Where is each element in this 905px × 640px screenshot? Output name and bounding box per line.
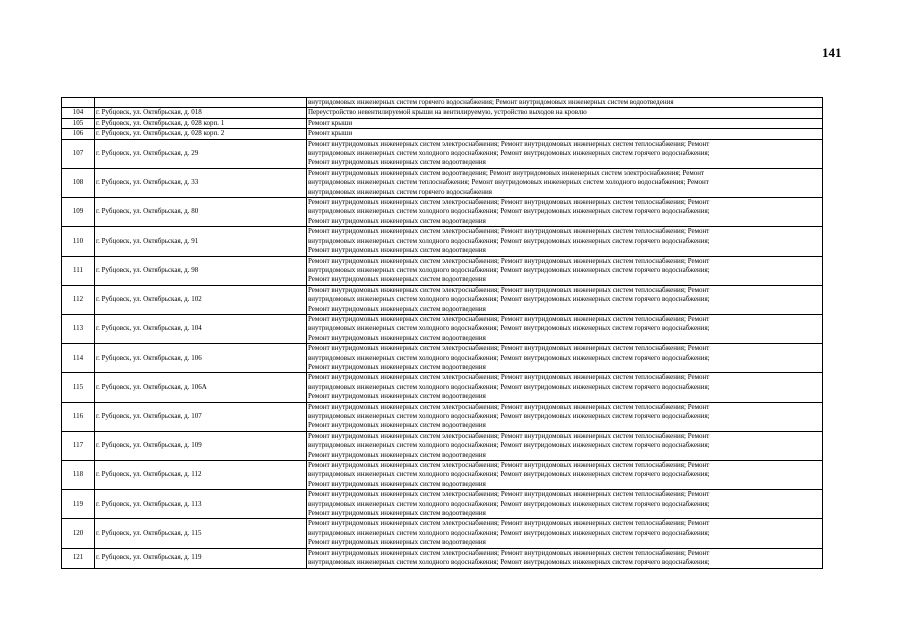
works-line: Ремонт крыши xyxy=(308,118,353,127)
table-row xyxy=(62,227,823,256)
table-row xyxy=(62,98,823,108)
works-line: Ремонт внутридомовых инженерных систем электроснабжения; Ремонт внутридомовых инженерных систем теплоснабжения; Ремонт xyxy=(308,490,710,499)
works-cell xyxy=(307,344,823,373)
works-line: Ремонт внутридомовых инженерных систем электроснабжения; Ремонт внутридомовых инженерных систем теплоснабжения; Ремонт xyxy=(308,461,710,470)
works-line: Ремонт внутридомовых инженерных систем водоотведения xyxy=(308,392,486,401)
works-line: Ремонт внутридомовых инженерных систем водоотведения xyxy=(308,421,486,430)
address-cell: г. Рубцовск, ул. Октябрьская, д. 102 xyxy=(95,285,307,314)
works-line: Ремонт внутридомовых инженерных систем водоотведения; Ремонт внутридомовых инженерных систем электроснабжения; Ремонт xyxy=(308,168,705,177)
works-line: Ремонт внутридомовых инженерных систем водоотведения xyxy=(308,246,486,255)
works-line: внутридомовых инженерных систем холодного водоснабжения; Ремонт внутридомовых инженерных систем горячего водоснабжения; xyxy=(308,236,710,245)
address-cell: г. Рубцовск, ул. Октябрьская, д. 018 xyxy=(95,108,307,118)
row-number-cell: 119 xyxy=(62,490,95,519)
works-cell xyxy=(307,285,823,314)
works-line: Ремонт внутридомовых инженерных систем электроснабжения; Ремонт внутридомовых инженерных систем теплоснабжения; Ремонт xyxy=(308,548,710,557)
row-number-cell: 111 xyxy=(62,256,95,285)
row-number-cell: 107 xyxy=(62,139,95,168)
row-number-cell xyxy=(62,98,95,108)
address-cell: г. Рубцовск, ул. Октябрьская, д. 115 xyxy=(95,519,307,548)
table-row xyxy=(62,129,823,139)
works-line: Ремонт внутридомовых инженерных систем электроснабжения; Ремонт внутридомовых инженерных систем теплоснабжения; Ремонт xyxy=(308,139,710,148)
table-row xyxy=(62,168,823,197)
table-row xyxy=(62,431,823,460)
works-line: Ремонт внутридомовых инженерных систем водоотведения xyxy=(308,450,486,459)
works-line: Ремонт внутридомовых инженерных систем электроснабжения; Ремонт внутридомовых инженерных систем теплоснабжения; Ремонт xyxy=(308,519,710,528)
works-line: внутридомовых инженерных систем холодного водоснабжения; Ремонт внутридомовых инженерных систем горячего водоснабжения; xyxy=(308,558,710,567)
works-line: Ремонт внутридомовых инженерных систем водоотведения xyxy=(308,216,486,225)
registry-body xyxy=(62,98,823,569)
address-cell: г. Рубцовск, ул. Октябрьская, д. 028 корп. 2 xyxy=(95,129,307,139)
row-number-cell: 115 xyxy=(62,373,95,402)
works-cell xyxy=(307,139,823,168)
works-line: внутридомовых инженерных систем горячего водоснабжения; Ремонт внутридомовых инженерных систем водоотведения xyxy=(308,98,674,106)
row-number-cell: 113 xyxy=(62,314,95,343)
address-cell: г. Рубцовск, ул. Октябрьская, д. 91 xyxy=(95,227,307,256)
address-cell: г. Рубцовск, ул. Октябрьская, д. 113 xyxy=(95,490,307,519)
works-cell xyxy=(307,461,823,490)
works-line: Ремонт внутридомовых инженерных систем водоотведения xyxy=(308,275,486,284)
works-cell xyxy=(307,256,823,285)
row-number-cell: 108 xyxy=(62,168,95,197)
works-line: Ремонт внутридомовых инженерных систем электроснабжения; Ремонт внутридомовых инженерных систем теплоснабжения; Ремонт xyxy=(308,314,710,323)
row-number-cell: 117 xyxy=(62,431,95,460)
address-cell: г. Рубцовск, ул. Октябрьская, д. 80 xyxy=(95,198,307,227)
works-line: Ремонт внутридомовых инженерных систем водоотведения xyxy=(308,333,486,342)
table-row xyxy=(62,139,823,168)
works-line: Ремонт внутридомовых инженерных систем электроснабжения; Ремонт внутридомовых инженерных систем теплоснабжения; Ремонт xyxy=(308,227,710,236)
address-cell: г. Рубцовск, ул. Октябрьская, д. 29 xyxy=(95,139,307,168)
works-line: Ремонт крыши xyxy=(308,129,353,138)
page-number: 141 xyxy=(822,45,842,60)
table-row xyxy=(62,490,823,519)
works-line: Ремонт внутридомовых инженерных систем электроснабжения; Ремонт внутридомовых инженерных систем теплоснабжения; Ремонт xyxy=(308,344,710,353)
works-cell xyxy=(307,227,823,256)
repair-registry-table xyxy=(61,97,823,569)
works-cell xyxy=(307,108,823,118)
works-cell xyxy=(307,402,823,431)
works-cell xyxy=(307,373,823,402)
table-row xyxy=(62,344,823,373)
works-cell xyxy=(307,314,823,343)
works-line: Ремонт внутридомовых инженерных систем водоотведения xyxy=(308,304,486,313)
row-number-cell: 109 xyxy=(62,198,95,227)
works-line: внутридомовых инженерных систем холодного водоснабжения; Ремонт внутридомовых инженерных систем горячего водоснабжения; xyxy=(308,470,710,479)
address-cell: г. Рубцовск, ул. Октябрьская, д. 106А xyxy=(95,373,307,402)
address-cell: г. Рубцовск, ул. Октябрьская, д. 109 xyxy=(95,431,307,460)
table-row xyxy=(62,314,823,343)
works-line: Ремонт внутридомовых инженерных систем водоотведения xyxy=(308,479,486,488)
works-line: Ремонт внутридомовых инженерных систем водоотведения xyxy=(308,158,486,167)
works-line: внутридомовых инженерных систем холодного водоснабжения; Ремонт внутридомовых инженерных систем горячего водоснабжения; xyxy=(308,441,710,450)
works-line: Ремонт внутридомовых инженерных систем электроснабжения; Ремонт внутридомовых инженерных систем теплоснабжения; Ремонт xyxy=(308,373,710,382)
works-line: внутридомовых инженерных систем холодного водоснабжения; Ремонт внутридомовых инженерных систем горячего водоснабжения; xyxy=(308,324,710,333)
works-cell xyxy=(307,548,823,568)
address-cell: г. Рубцовск, ул. Октябрьская, д. 104 xyxy=(95,314,307,343)
row-number-cell: 120 xyxy=(62,519,95,548)
row-number-cell: 121 xyxy=(62,548,95,568)
works-cell xyxy=(307,431,823,460)
table-row xyxy=(62,198,823,227)
works-line: внутридомовых инженерных систем холодного водоснабжения; Ремонт внутридомовых инженерных систем горячего водоснабжения; xyxy=(308,499,710,508)
row-number-cell: 116 xyxy=(62,402,95,431)
address-cell: г. Рубцовск, ул. Октябрьская, д. 107 xyxy=(95,402,307,431)
works-line: Ремонт внутридомовых инженерных систем водоотведения xyxy=(308,509,486,518)
works-line: внутридомовых инженерных систем холодного водоснабжения; Ремонт внутридомовых инженерных систем горячего водоснабжения; xyxy=(308,265,710,274)
table-row xyxy=(62,548,823,568)
works-line: Ремонт внутридомовых инженерных систем водоотведения xyxy=(308,538,486,547)
works-cell xyxy=(307,198,823,227)
works-line: Ремонт внутридомовых инженерных систем электроснабжения; Ремонт внутридомовых инженерных систем теплоснабжения; Ремонт xyxy=(308,402,710,411)
works-line: внутридомовых инженерных систем теплоснабжения; Ремонт внутридомовых инженерных систем холодного водоснабжения; Ремонт xyxy=(308,178,709,187)
works-line: внутридомовых инженерных систем холодного водоснабжения; Ремонт внутридомовых инженерных систем горячего водоснабжения; xyxy=(308,149,710,158)
works-line: Ремонт внутридомовых инженерных систем водоотведения xyxy=(308,362,486,371)
works-line: внутридомовых инженерных систем холодного водоснабжения; Ремонт внутридомовых инженерных систем горячего водоснабжения; xyxy=(308,412,710,420)
works-line: Ремонт внутридомовых инженерных систем электроснабжения; Ремонт внутридомовых инженерных систем теплоснабжения; Ремонт xyxy=(308,285,710,294)
address-cell: г. Рубцовск, ул. Октябрьская, д. 112 xyxy=(95,461,307,490)
works-cell xyxy=(307,118,823,128)
table-row xyxy=(62,373,823,402)
works-cell xyxy=(307,490,823,519)
row-number-cell: 118 xyxy=(62,461,95,490)
address-cell: г. Рубцовск, ул. Октябрьская, д. 33 xyxy=(95,168,307,197)
address-cell: г. Рубцовск, ул. Октябрьская, д. 106 xyxy=(95,344,307,373)
table-row xyxy=(62,118,823,128)
table-row xyxy=(62,461,823,490)
works-line: внутридомовых инженерных систем горячего водоснабжения xyxy=(308,187,492,196)
works-line: Ремонт внутридомовых инженерных систем электроснабжения; Ремонт внутридомовых инженерных систем теплоснабжения; Ремонт xyxy=(308,256,710,265)
row-number-cell: 106 xyxy=(62,129,95,139)
row-number-cell: 114 xyxy=(62,344,95,373)
works-cell xyxy=(307,129,823,139)
address-cell xyxy=(95,98,307,108)
table-row xyxy=(62,285,823,314)
works-cell xyxy=(307,519,823,548)
works-line: Ремонт внутридомовых инженерных систем электроснабжения; Ремонт внутридомовых инженерных систем теплоснабжения; Ремонт xyxy=(308,431,710,440)
table-row xyxy=(62,108,823,118)
works-line: Переустройство невентилируемой крыши на вентилируемую, устройство выходов на кровлю xyxy=(308,108,587,117)
row-number-cell: 110 xyxy=(62,227,95,256)
table-row xyxy=(62,519,823,548)
address-cell: г. Рубцовск, ул. Октябрьская, д. 028 корп. 1 xyxy=(95,118,307,128)
works-line: Ремонт внутридомовых инженерных систем электроснабжения; Ремонт внутридомовых инженерных систем теплоснабжения; Ремонт xyxy=(308,198,710,207)
works-line: внутридомовых инженерных систем холодного водоснабжения; Ремонт внутридомовых инженерных систем горячего водоснабжения; xyxy=(308,528,710,537)
address-cell: г. Рубцовск, ул. Октябрьская, д. 119 xyxy=(95,548,307,568)
table-row xyxy=(62,402,823,431)
works-line: внутридомовых инженерных систем холодного водоснабжения; Ремонт внутридомовых инженерных систем горячего водоснабжения; xyxy=(308,382,710,391)
works-cell xyxy=(307,168,823,197)
row-number-cell: 112 xyxy=(62,285,95,314)
works-cell xyxy=(307,98,823,108)
address-cell: г. Рубцовск, ул. Октябрьская, д. 98 xyxy=(95,256,307,285)
row-number-cell: 104 xyxy=(62,108,95,118)
works-line: внутридомовых инженерных систем холодного водоснабжения; Ремонт внутридомовых инженерных систем горячего водоснабжения; xyxy=(308,353,710,362)
works-line: внутридомовых инженерных систем холодного водоснабжения; Ремонт внутридомовых инженерных систем горячего водоснабжения; xyxy=(308,295,710,304)
row-number-cell: 105 xyxy=(62,118,95,128)
works-line: внутридомовых инженерных систем холодного водоснабжения; Ремонт внутридомовых инженерных систем горячего водоснабжения; xyxy=(308,207,710,216)
table-row xyxy=(62,256,823,285)
